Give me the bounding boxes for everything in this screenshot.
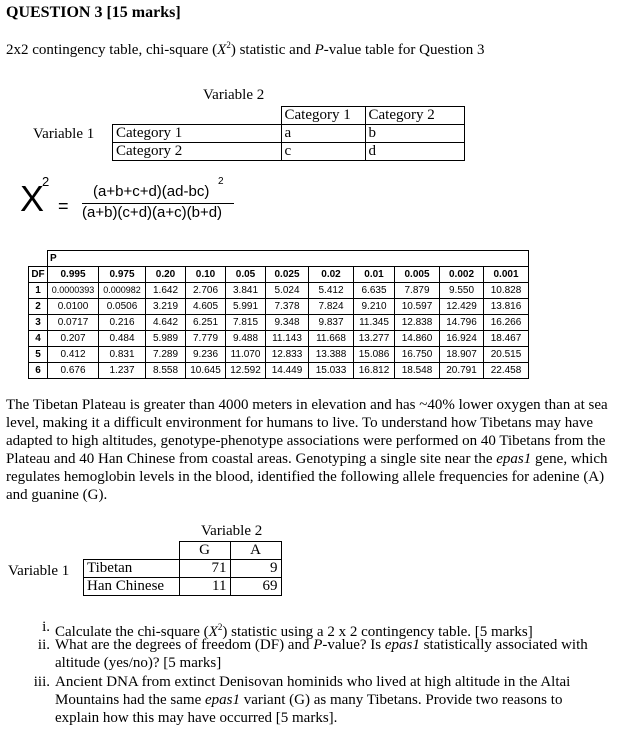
chi-square-symbol: X [20, 178, 45, 219]
table-row [29, 363, 529, 379]
critical-value-cell: 7.824 [309, 299, 354, 315]
p-value-header: 0.01 [354, 267, 395, 283]
table-corner [84, 542, 180, 560]
p-value-header: 0.001 [484, 267, 529, 283]
critical-value-cell: 16.924 [440, 331, 484, 347]
table-row [29, 347, 529, 363]
p-value-header: 0.025 [266, 267, 309, 283]
question-text: Calculate the chi-square ( [55, 624, 209, 640]
gene-name: epas1 [384, 637, 420, 653]
question-text: statistically associated with altitude (yes/no)? [5 marks] [55, 637, 588, 671]
critical-value-cell: 22.458 [484, 363, 529, 379]
critical-value-cell: 3.219 [146, 299, 186, 315]
critical-value-cell: 6.251 [186, 315, 226, 331]
critical-value-cell: 4.605 [186, 299, 226, 315]
critical-value-cell: 0.831 [99, 347, 146, 363]
row-header: Han Chinese [84, 578, 180, 596]
chi-square-pvalue-table [28, 250, 529, 379]
formula-numerator-exponent: 2 [218, 176, 224, 187]
question-text: ) statistic using a 2 x 2 contingency table. [5 marks] [222, 624, 533, 640]
critical-value-cell: 14.449 [266, 363, 309, 379]
table-cell: d [365, 143, 464, 161]
critical-value-cell: 9.210 [354, 299, 395, 315]
critical-value-cell: 3.841 [226, 283, 266, 299]
critical-value-cell: 0.207 [48, 331, 99, 347]
df-cell: 1 [29, 283, 48, 299]
critical-value-cell: 12.592 [226, 363, 266, 379]
critical-value-cell: 13.388 [309, 347, 354, 363]
formula-denominator: (a+b)(c+d)(a+c)(b+d) [82, 204, 223, 221]
row-header: Tibetan [84, 560, 180, 578]
critical-value-cell: 13.277 [354, 331, 395, 347]
critical-value-cell: 6.635 [354, 283, 395, 299]
p-value-header: 0.995 [48, 267, 99, 283]
critical-value-cell: 0.0100 [48, 299, 99, 315]
table-corner [29, 251, 48, 267]
df-header: DF [29, 267, 48, 283]
critical-value-cell: 9.348 [266, 315, 309, 331]
critical-value-cell: 11.345 [354, 315, 395, 331]
critical-value-cell: 11.070 [226, 347, 266, 363]
critical-value-cell: 15.086 [354, 347, 395, 363]
gene-name: epas1 [204, 692, 240, 708]
table-row [29, 315, 529, 331]
chi-symbol: X [208, 624, 218, 640]
critical-value-cell: 9.837 [309, 315, 354, 331]
critical-value-cell: 12.833 [266, 347, 309, 363]
critical-value-cell: 12.838 [395, 315, 440, 331]
critical-value-cell: 10.828 [484, 283, 529, 299]
critical-value-cell: 16.812 [354, 363, 395, 379]
question-text: Ancient DNA from extinct Denisovan hominids who lived at high altitude in the Altai Mountains had the same [55, 674, 571, 708]
critical-value-cell: 9.488 [226, 331, 266, 347]
df-cell: 5 [29, 347, 48, 363]
row-header: Category 1 [113, 125, 282, 143]
critical-value-cell: 12.429 [440, 299, 484, 315]
critical-value-cell: 9.550 [440, 283, 484, 299]
gene-name: epas1 [496, 451, 532, 467]
df-cell: 4 [29, 331, 48, 347]
critical-value-cell: 7.879 [395, 283, 440, 299]
formula-numerator: (a+b+c+d)(ad-bc) [93, 183, 210, 200]
column-header: A [230, 542, 281, 560]
table1-variable2-label: Variable 2 [203, 87, 265, 103]
table-cell: 69 [230, 578, 281, 596]
equals-sign: = [58, 196, 69, 216]
critical-value-cell: 16.266 [484, 315, 529, 331]
df-cell: 3 [29, 315, 48, 331]
df-cell: 2 [29, 299, 48, 315]
p-header: P [48, 251, 529, 267]
critical-value-cell: 10.597 [395, 299, 440, 315]
p-value-header: 0.02 [309, 267, 354, 283]
critical-value-cell: 20.791 [440, 363, 484, 379]
critical-value-cell: 0.0000393 [48, 283, 99, 299]
paragraph-text: The Tibetan Plateau is greater than 4000 meters in elevation and has ~40% lower oxygen than at sea level, making it a difficult environment for humans to live. To understand how Tibetans may have adapted to high altitudes, genotype-phenotype associations were performed on 40 Tibetans from the Plateau and 40 Han Chinese from coastal areas. Genotyping a single site near the [6, 397, 608, 467]
table-cell: c [281, 143, 365, 161]
table2-variable2-label: Variable 2 [201, 523, 263, 539]
critical-value-cell: 5.989 [146, 331, 186, 347]
table-cell: a [281, 125, 365, 143]
critical-value-cell: 7.289 [146, 347, 186, 363]
critical-value-cell: 11.143 [266, 331, 309, 347]
p-value-header: 0.005 [395, 267, 440, 283]
critical-value-cell: 9.236 [186, 347, 226, 363]
critical-value-cell: 7.779 [186, 331, 226, 347]
critical-value-cell: 4.642 [146, 315, 186, 331]
column-header: G [179, 542, 230, 560]
critical-value-cell: 0.216 [99, 315, 146, 331]
column-header: Category 2 [365, 107, 464, 125]
p-value-header: 0.975 [99, 267, 146, 283]
chi-square-exponent: 2 [42, 174, 50, 189]
contingency-table-generic [112, 106, 465, 161]
p-value-header: 0.05 [226, 267, 266, 283]
critical-value-cell: 5.024 [266, 283, 309, 299]
critical-value-cell: 7.815 [226, 315, 266, 331]
table-cell: b [365, 125, 464, 143]
critical-value-cell: 1.237 [99, 363, 146, 379]
table-corner [113, 107, 282, 125]
p-symbol: P [313, 637, 323, 653]
critical-value-cell: 16.750 [395, 347, 440, 363]
critical-value-cell: 15.033 [309, 363, 354, 379]
critical-value-cell: 0.484 [99, 331, 146, 347]
p-value-header: 0.10 [186, 267, 226, 283]
critical-value-cell: 0.676 [48, 363, 99, 379]
critical-value-cell: 20.515 [484, 347, 529, 363]
question-text: What are the degrees of freedom (DF) and [55, 637, 314, 653]
chi-exponent: 2 [217, 622, 223, 632]
critical-value-cell: 11.668 [309, 331, 354, 347]
question-number: i. [42, 619, 50, 635]
critical-value-cell: 7.378 [266, 299, 309, 315]
column-header: Category 1 [281, 107, 365, 125]
question-number: iii. [33, 674, 50, 690]
table-cell: 11 [179, 578, 230, 596]
critical-value-cell: 18.548 [395, 363, 440, 379]
question-title: QUESTION 3 [15 marks] [6, 4, 181, 21]
critical-value-cell: 10.645 [186, 363, 226, 379]
subtitle: 2x2 contingency table, chi-square $(X^2)$ statistic and P-value table for Question 3 [6, 40, 485, 58]
critical-value-cell: 18.467 [484, 331, 529, 347]
question-number: ii. [37, 637, 50, 653]
critical-value-cell: 0.412 [48, 347, 99, 363]
critical-value-cell: 5.991 [226, 299, 266, 315]
question-text: -value? Is [322, 637, 385, 653]
question-text: variant (G) as many Tibetans. Provide two reasons to explain how this may have occurred [5 marks]. [55, 692, 563, 726]
background-paragraph [6, 396, 614, 504]
critical-value-cell: 0.0506 [99, 299, 146, 315]
critical-value-cell: 5.412 [309, 283, 354, 299]
p-value-header: 0.002 [440, 267, 484, 283]
critical-value-cell: 0.000982 [99, 283, 146, 299]
critical-value-cell: 13.816 [484, 299, 529, 315]
critical-value-cell: 14.796 [440, 315, 484, 331]
critical-value-cell: 18.907 [440, 347, 484, 363]
table-cell: 71 [179, 560, 230, 578]
paragraph-text: gene, which regulates hemoglobin levels in the blood, identified the following allele frequencies for adenine (A) and guanine (G). [6, 451, 608, 503]
p-value-header: 0.20 [146, 267, 186, 283]
critical-value-cell: 0.0717 [48, 315, 99, 331]
allele-frequency-table [83, 541, 282, 596]
table1-variable1-label: Variable 1 [33, 126, 95, 142]
row-header: Category 2 [113, 143, 282, 161]
table2-variable1-label: Variable 1 [8, 563, 70, 579]
table-row [29, 283, 529, 299]
table-row [29, 331, 529, 347]
table-row [29, 299, 529, 315]
df-cell: 6 [29, 363, 48, 379]
table-cell: 9 [230, 560, 281, 578]
critical-value-cell: 1.642 [146, 283, 186, 299]
critical-value-cell: 8.558 [146, 363, 186, 379]
critical-value-cell: 14.860 [395, 331, 440, 347]
critical-value-cell: 2.706 [186, 283, 226, 299]
